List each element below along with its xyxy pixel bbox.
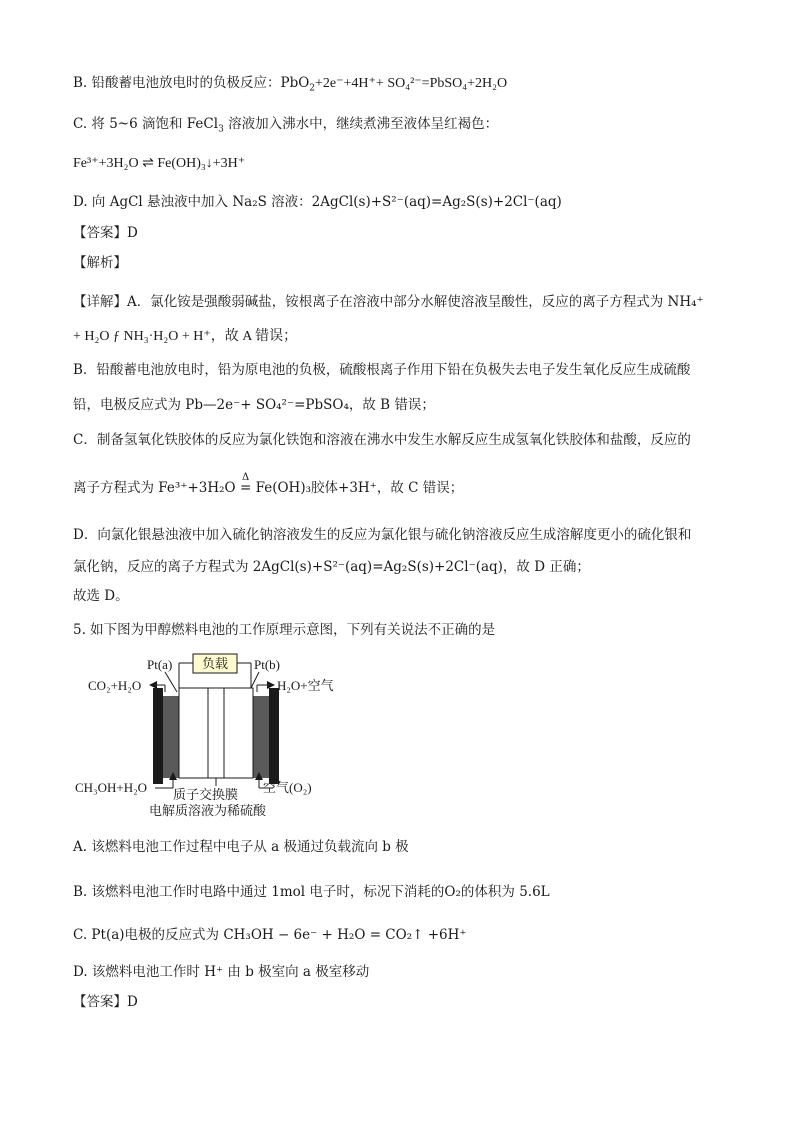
right-top-label: H₂O+空气 bbox=[277, 678, 334, 693]
detail-a2: + H₂O ƒ NH₃·H₂O + H⁺，故 A 错误； bbox=[73, 329, 298, 344]
answer-1 bbox=[73, 223, 138, 243]
detail-b2: 铅，电极反应式为 Pb—2e⁻+ SO₄²⁻=PbSO₄，故 B 错误； bbox=[73, 397, 435, 413]
detail-d1: D．向氯化银悬浊液中加入硫化钠溶液发生的反应为氯化银与硫化钠溶液反应生成溶解度更小的硫化银和 bbox=[73, 527, 692, 543]
detail-a1-text: A．氯化铵是强酸弱碱盐，铵根离子在溶液中部分水解使溶液呈酸性，反应的离子方程式为 NH₄⁺ bbox=[127, 294, 704, 310]
q5-option-a: A. 该燃料电池工作过程中电子从 a 极通过负载流向 b 极 bbox=[73, 839, 409, 855]
left-top-label: CO₂+H₂O bbox=[88, 678, 142, 693]
electrolyte-chamber bbox=[179, 688, 253, 778]
electrolyte-label: 电解质溶液为稀硫酸 bbox=[149, 803, 267, 818]
answer-value: D bbox=[127, 225, 138, 241]
electrode-b bbox=[253, 696, 269, 778]
detail-label: 【详解】 bbox=[73, 294, 127, 310]
pt-b-label: Pt(b) bbox=[254, 657, 280, 672]
option-b-text: B. 铅酸蓄电池放电时的负极反应：PbO bbox=[73, 75, 310, 91]
left-bottom-label: CH₃OH+H₂O bbox=[75, 780, 148, 795]
electrode-outer-left bbox=[153, 688, 163, 784]
option-b-equation: +2e⁻+4H⁺+ SO₄²⁻=PbSO₄+2H₂O bbox=[315, 76, 508, 91]
option-d: D. 向 AgCl 悬浊液中加入 Na₂S 溶液：2AgCl(s)+S²⁻(aq)=Ag₂S(s)+2Cl⁻(aq) bbox=[73, 194, 562, 210]
q5-option-d: D. 该燃料电池工作时 H⁺ 由 b 极室向 a 极室移动 bbox=[73, 964, 370, 980]
detail-c2 bbox=[73, 472, 464, 498]
detail-d2: 氯化钠，反应的离子方程式为 2AgCl(s)+S²⁻(aq)=Ag₂S(s)+2Cl⁻(aq)，故 D 正确； bbox=[73, 559, 590, 575]
analysis-label bbox=[73, 253, 127, 273]
electrode-a bbox=[163, 696, 179, 778]
option-c-text: C. 将 5~6 滴饱和 FeCl bbox=[73, 116, 219, 132]
answer-label-2: 【答案】 bbox=[73, 994, 127, 1010]
option-c-equation: Fe³⁺+3H₂O ⇌ Fe(OH)₃↓+3H⁺ bbox=[73, 156, 246, 171]
detail-a1 bbox=[73, 292, 704, 312]
analysis-label-text: 【解析】 bbox=[73, 255, 127, 271]
heat-equals: Δ = bbox=[236, 478, 256, 498]
load-label: 负载 bbox=[201, 656, 229, 671]
choose-line: 故选 D。 bbox=[73, 588, 129, 604]
q5-option-c: C. Pt(a)电极的反应式为 CH₃OH − 6e⁻ + H₂O = CO₂↑ +6H⁺ bbox=[73, 927, 467, 943]
detail-c2-pre: 离子方程式为 Fe³⁺+3H₂O bbox=[73, 480, 236, 496]
answer-label: 【答案】 bbox=[73, 225, 127, 241]
option-b: B. 铅酸蓄电池放电时的负极反应：PbO$_2$+2e⁻+4H⁺+ SO₄²⁻=PbSO₄+2H₂O bbox=[73, 75, 508, 94]
detail-c1: C．制备氢氧化铁胶体的反应为氯化铁饱和溶液在沸水中发生水解反应生成氢氧化铁胶体和盐酸，反应的 bbox=[73, 432, 691, 448]
detail-b1: B．铅酸蓄电池放电时，铅为原电池的负极，硫酸根离子作用下铅在负极失去电子发生氧化反应生成硫酸 bbox=[73, 362, 691, 378]
detail-c2-post: Fe(OH)₃胶体+3H⁺，故 C 错误； bbox=[255, 480, 464, 496]
right-bottom-label: 空气(O₂) bbox=[263, 780, 312, 795]
option-c: C. 将 5~6 滴饱和 FeCl$_3$ 溶液加入沸水中，继续煮沸至液体呈红褐色： bbox=[73, 116, 499, 135]
electrode-outer-right bbox=[269, 688, 279, 784]
option-c-text-tail: 溶液加入沸水中，继续煮沸至液体呈红褐色： bbox=[223, 116, 499, 132]
question-5: 5. 如下图为甲醇燃料电池的工作原理示意图，下列有关说法不正确的是 bbox=[73, 622, 496, 638]
delta-symbol: Δ bbox=[241, 472, 250, 483]
answer-value-2: D bbox=[127, 994, 138, 1010]
q5-option-b: B. 该燃料电池工作时电路中通过 1mol 电子时，标况下消耗的O₂的体积为 5.6L bbox=[73, 884, 550, 900]
membrane-label: 质子交换膜 bbox=[173, 787, 239, 802]
pt-a-label: Pt(a) bbox=[147, 657, 173, 672]
answer-2 bbox=[73, 992, 138, 1012]
fuel-cell-diagram bbox=[73, 652, 353, 824]
